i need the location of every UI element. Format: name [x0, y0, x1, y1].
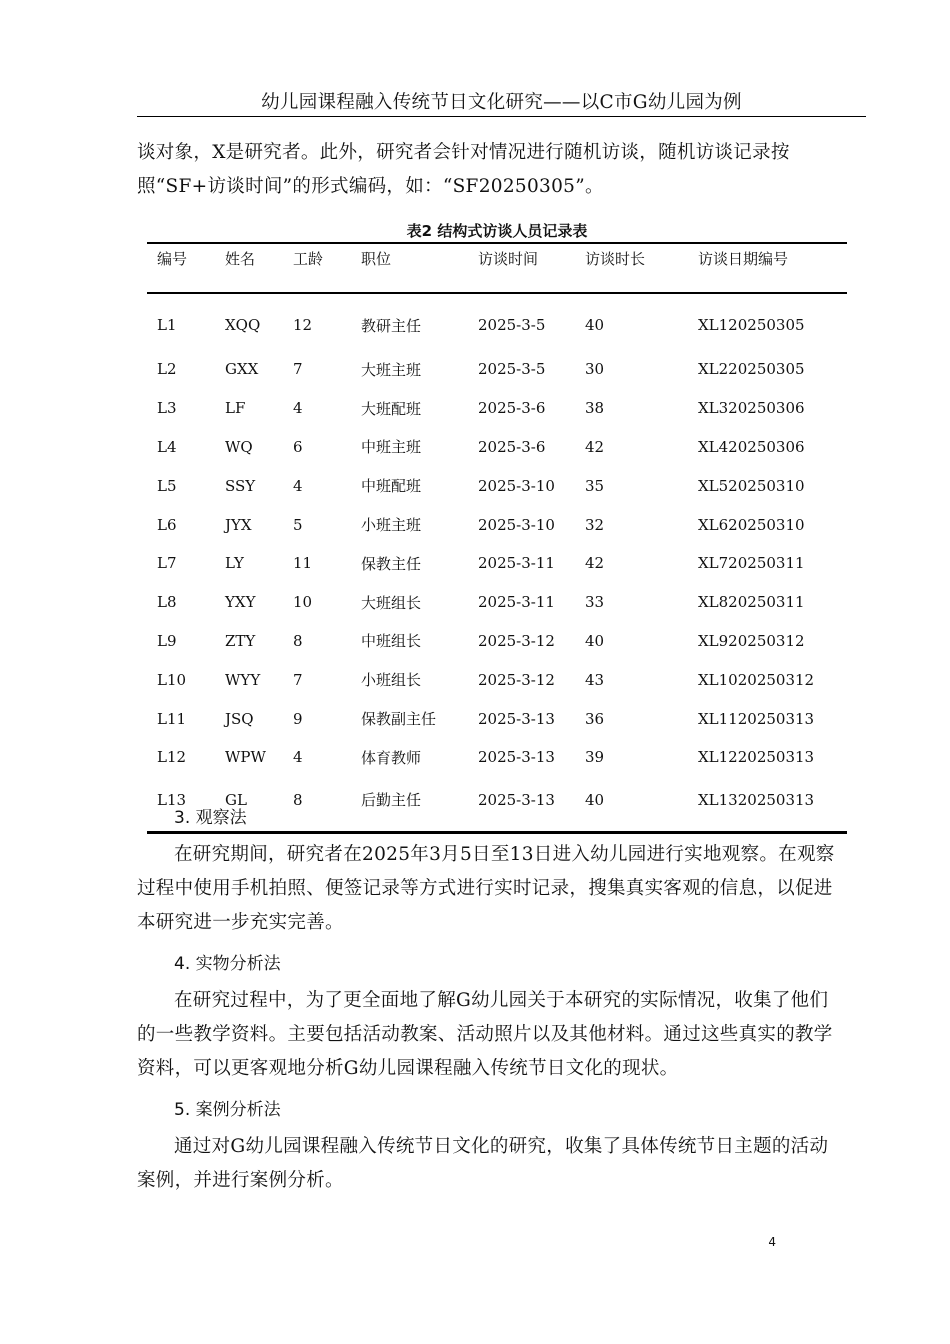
table-row: [147, 466, 847, 505]
observation-paragraph: [137, 838, 867, 940]
table-cell: 2025-3-12: [478, 670, 555, 689]
column-header: 工龄: [293, 250, 324, 268]
table-cell: XL520250310: [698, 476, 805, 495]
table-cell: 39: [585, 748, 605, 767]
table-cell: 中班主班: [361, 438, 422, 457]
table-row: [147, 777, 847, 833]
table-header-row: [147, 243, 847, 293]
table-row: [147, 622, 847, 661]
table-cell: 2025-3-12: [478, 631, 555, 650]
table-cell: GXX: [225, 360, 259, 379]
table-cell: 8: [293, 790, 303, 809]
table-cell: XQQ: [225, 316, 261, 334]
intro-paragraph: [137, 136, 867, 204]
column-header: 职位: [361, 250, 392, 268]
column-header: 访谈时长: [585, 250, 646, 268]
table-cell: 7: [293, 670, 303, 689]
table-cell: 40: [585, 790, 605, 809]
intro-line: 谈对象，X是研究者。此外，研究者会针对情况进行随机访谈，随机访谈记录按: [137, 142, 790, 163]
table-cell: WQ: [225, 437, 253, 456]
table-row: [147, 544, 847, 583]
table-cell: JYX: [225, 515, 252, 534]
table-cell: 7: [293, 360, 303, 379]
table-cell: ZTY: [225, 631, 256, 650]
interview-records-table: [147, 242, 847, 834]
table-cell: 小班组长: [361, 671, 422, 690]
table-cell: L3: [157, 399, 177, 418]
table-cell: 9: [293, 709, 303, 728]
table-cell: 4: [293, 399, 303, 418]
section-heading-artifact-analysis: 4. 实物分析法: [174, 954, 281, 974]
table-cell: 2025-3-5: [478, 316, 546, 334]
table-cell: XL620250310: [698, 515, 805, 534]
table-cell: 2025-3-13: [478, 748, 555, 767]
table-cell: L10: [157, 670, 187, 689]
paragraph-line: 的一些教学资料。主要包括活动教案、活动照片以及其他材料。通过这些真实的教学: [137, 1024, 833, 1045]
table-row: [147, 583, 847, 622]
table-row: [147, 293, 847, 350]
table-cell: XL120250305: [698, 316, 805, 334]
table-cell: 保教主任: [361, 554, 422, 573]
table-cell: L6: [157, 515, 177, 534]
table-cell: LY: [225, 554, 244, 573]
table-cell: 2025-3-10: [478, 476, 555, 495]
table-cell: L9: [157, 631, 177, 650]
table-cell: L7: [157, 554, 177, 573]
table-row: [147, 738, 847, 777]
page-number: 4: [768, 1235, 776, 1249]
artifact-analysis-paragraph: [137, 984, 867, 1086]
column-header: 访谈日期编号: [698, 250, 789, 268]
table-cell: 43: [585, 670, 605, 689]
column-header: 姓名: [225, 250, 256, 268]
table-cell: L8: [157, 593, 177, 612]
table-cell: JSQ: [225, 709, 254, 728]
table-row: [147, 350, 847, 389]
table-cell: 教研主任: [361, 316, 422, 335]
column-header: 编号: [157, 250, 188, 268]
paragraph-line: 资料，可以更客观地分析G幼儿园课程融入传统节日文化的现状。: [137, 1058, 679, 1079]
table-cell: 30: [585, 360, 605, 379]
table-cell: 大班配班: [361, 399, 422, 418]
table-cell: L1: [157, 316, 177, 334]
table-cell: XL920250312: [698, 631, 805, 650]
table-cell: GL: [225, 790, 247, 809]
paragraph-line: 在研究期间，研究者在2025年3月5日至13日进入幼儿园进行实地观察。在观察: [174, 844, 835, 865]
paragraph-line: 过程中使用手机拍照、便签记录等方式进行实时记录，搜集真实客观的信息，以促进: [137, 878, 833, 899]
table-cell: 保教副主任: [361, 710, 437, 729]
table-cell: 38: [585, 399, 605, 418]
intro-line: 照“SF+访谈时间”的形式编码，如：“SF20250305”。: [137, 176, 604, 197]
table-cell: 40: [585, 631, 605, 650]
table-cell: 大班组长: [361, 593, 422, 612]
table-row: [147, 389, 847, 428]
table-cell: L12: [157, 748, 187, 767]
table-cell: 4: [293, 748, 303, 767]
table-row: [147, 428, 847, 467]
table-cell: 5: [293, 515, 303, 534]
table-cell: 35: [585, 476, 605, 495]
table-cell: 大班主班: [361, 360, 422, 379]
table-cell: L2: [157, 360, 177, 379]
table-cell: 10: [293, 593, 313, 612]
table-cell: 2025-3-13: [478, 790, 555, 809]
table-cell: 12: [293, 316, 313, 334]
table-cell: XL420250306: [698, 437, 805, 456]
paragraph-line: 本研究进一步充实完善。: [137, 912, 344, 933]
table-cell: 中班配班: [361, 477, 422, 496]
table-cell: XL1020250312: [698, 670, 815, 689]
table-cell: WPW: [225, 748, 266, 767]
table-body: [147, 293, 847, 832]
table-cell: XL220250305: [698, 360, 805, 379]
table-cell: 后勤主任: [361, 791, 422, 810]
table-cell: 2025-3-6: [478, 437, 546, 456]
table-cell: SSY: [225, 476, 256, 495]
table-cell: 2025-3-11: [478, 554, 555, 573]
table-cell: 2025-3-6: [478, 399, 546, 418]
running-header: 幼儿园课程融入传统节日文化研究——以C市G幼儿园为例: [137, 92, 866, 117]
table-cell: L13: [157, 790, 187, 809]
table-cell: 小班主班: [361, 516, 422, 535]
table-cell: XL1220250313: [698, 748, 815, 767]
table-cell: XL320250306: [698, 399, 805, 418]
table-cell: 42: [585, 437, 605, 456]
table-cell: 4: [293, 476, 303, 495]
table-cell: XL720250311: [698, 554, 805, 573]
table-cell: 2025-3-10: [478, 515, 555, 534]
table-cell: 40: [585, 316, 605, 334]
table-cell: LF: [225, 399, 246, 418]
table-row: [147, 505, 847, 544]
table-cell: L5: [157, 476, 177, 495]
table-cell: 2025-3-5: [478, 360, 546, 379]
table-cell: 2025-3-11: [478, 593, 555, 612]
case-analysis-paragraph: [137, 1130, 867, 1198]
table-cell: 42: [585, 554, 605, 573]
table-cell: WYY: [225, 670, 261, 689]
table-cell: 6: [293, 437, 303, 456]
table-cell: 2025-3-13: [478, 709, 555, 728]
column-header: 访谈时间: [478, 250, 539, 268]
table-cell: 36: [585, 709, 605, 728]
table-caption: 表2 结构式访谈人员记录表: [406, 222, 588, 240]
paragraph-line: 在研究过程中，为了更全面地了解G幼儿园关于本研究的实际情况，收集了他们: [174, 990, 829, 1011]
table-cell: 11: [293, 554, 313, 573]
table-cell: XL1120250313: [698, 709, 815, 728]
table-row: [147, 699, 847, 738]
table-cell: L4: [157, 437, 177, 456]
section-heading-case-analysis: 5. 案例分析法: [174, 1100, 281, 1120]
section-heading-observation: 3. 观察法: [174, 808, 247, 828]
table-cell: YXY: [225, 593, 256, 612]
paragraph-line: 案例，并进行案例分析。: [137, 1170, 344, 1191]
table-cell: 33: [585, 593, 605, 612]
table-cell: 8: [293, 631, 303, 650]
table-cell: XL1320250313: [698, 790, 815, 809]
paragraph-line: 通过对G幼儿园课程融入传统节日文化的研究，收集了具体传统节日主题的活动: [174, 1136, 829, 1157]
table-cell: L11: [157, 709, 187, 728]
table-cell: 32: [585, 515, 605, 534]
table-row: [147, 660, 847, 699]
table-cell: 中班组长: [361, 632, 422, 651]
table-cell: XL820250311: [698, 593, 805, 612]
table-cell: 体育教师: [361, 748, 422, 767]
